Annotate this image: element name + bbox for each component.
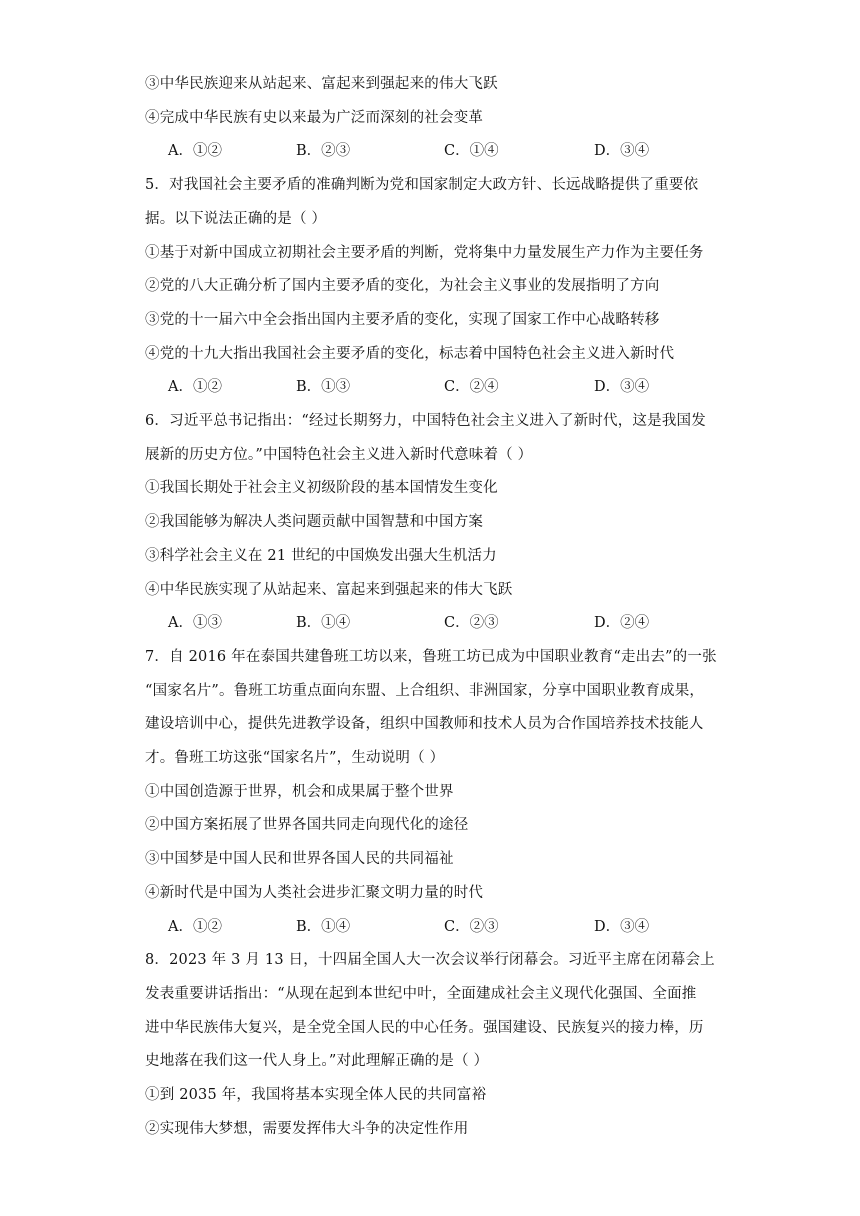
text-line: 进中华民族伟大复兴，是全党全国人民的中心任务。强国建设、民族复兴的接力棒，历 (145, 1020, 704, 1036)
text-line: ④中华民族实现了从站起来、富起来到强起来的伟大飞跃 (145, 582, 513, 598)
option-d: D．③④ (594, 919, 650, 935)
text-line: ③中华民族迎来从站起来、富起来到强起来的伟大飞跃 (145, 76, 498, 92)
option-c: C．②④ (444, 379, 499, 395)
text-line: ②中国方案拓展了世界各国共同走向现代化的途径 (145, 817, 469, 833)
answer-options (168, 377, 688, 397)
option-c: C．②③ (444, 615, 499, 631)
text-line: 史地落在我们这一代人身上。”对此理解正确的是（ ） (145, 1053, 489, 1069)
text-line: ①中国创造源于世界，机会和成果属于整个世界 (145, 784, 454, 800)
text-line: ①我国长期处于社会主义初级阶段的基本国情发生变化 (145, 480, 498, 496)
text-line: ①到 2035 年，我国将基本实现全体人民的共同富裕 (145, 1087, 487, 1103)
text-line: 8．2023 年 3 月 13 日，十四届全国人大一次会议举行闭幕会。习近平主席在闭幕会上 (145, 952, 715, 968)
text-line: 才。鲁班工坊这张“国家名片”，生动说明（ ） (145, 750, 445, 766)
text-line: 据。以下说法正确的是（ ） (145, 211, 327, 227)
option-a: A．①② (168, 143, 222, 159)
option-d: D．②④ (594, 615, 650, 631)
text-line: ①基于对新中国成立初期社会主要矛盾的判断，党将集中力量发展生产力作为主要任务 (145, 245, 704, 261)
text-line: 建设培训中心，提供先进教学设备，组织中国教师和技术人员为合作国培养技术技能人 (145, 716, 704, 732)
text-line: 展新的历史方位。”中国特色社会主义进入新时代意味着（ ） (145, 447, 533, 463)
option-d: D．③④ (594, 143, 650, 159)
text-line: 发表重要讲话指出：“从现在起到本世纪中叶，全面建成社会主义现代化强国、全面推 (145, 986, 697, 1002)
text-line: 7．自 2016 年在泰国共建鲁班工坊以来，鲁班工坊已成为中国职业教育“走出去”的一张 (145, 649, 717, 665)
text-line: ②实现伟大梦想，需要发挥伟大斗争的决定性作用 (145, 1121, 469, 1137)
text-line: ④完成中华民族有史以来最为广泛而深刻的社会变革 (145, 110, 484, 126)
option-b: B．②③ (296, 143, 351, 159)
option-b: B．①④ (296, 615, 351, 631)
text-line: ②党的八大正确分析了国内主要矛盾的变化，为社会主义事业的发展指明了方向 (145, 278, 660, 294)
text-line: “国家名片”。鲁班工坊重点面向东盟、上合组织、非洲国家，分享中国职业教育成果， (145, 683, 705, 699)
option-d: D．③④ (594, 379, 650, 395)
text-line: ②我国能够为解决人类问题贡献中国智慧和中国方案 (145, 514, 484, 530)
option-a: A．①③ (168, 615, 222, 631)
text-line: ③科学社会主义在 21 世纪的中国焕发出强大生机活力 (145, 548, 497, 564)
text-line: 6．习近平总书记指出：“经过长期努力，中国特色社会主义进入了新时代，这是我国发 (145, 413, 706, 429)
text-line: ③中国梦是中国人民和世界各国人民的共同福祉 (145, 851, 454, 867)
option-c: C．②③ (444, 919, 499, 935)
text-line: ④新时代是中国为人类社会进步汇聚文明力量的时代 (145, 885, 484, 901)
answer-options (168, 141, 688, 161)
option-b: B．①③ (296, 379, 351, 395)
option-c: C．①④ (444, 143, 499, 159)
answer-options (168, 613, 688, 633)
text-line: 5．对我国社会主要矛盾的准确判断为党和国家制定大政方针、长远战略提供了重要依 (145, 177, 699, 193)
option-b: B．①④ (296, 919, 351, 935)
text-line: ③党的十一届六中全会指出国内主要矛盾的变化，实现了国家工作中心战略转移 (145, 312, 660, 328)
option-a: A．①② (168, 919, 222, 935)
answer-options (168, 917, 688, 937)
option-a: A．①② (168, 379, 222, 395)
text-line: ④党的十九大指出我国社会主要矛盾的变化，标志着中国特色社会主义进入新时代 (145, 346, 675, 362)
